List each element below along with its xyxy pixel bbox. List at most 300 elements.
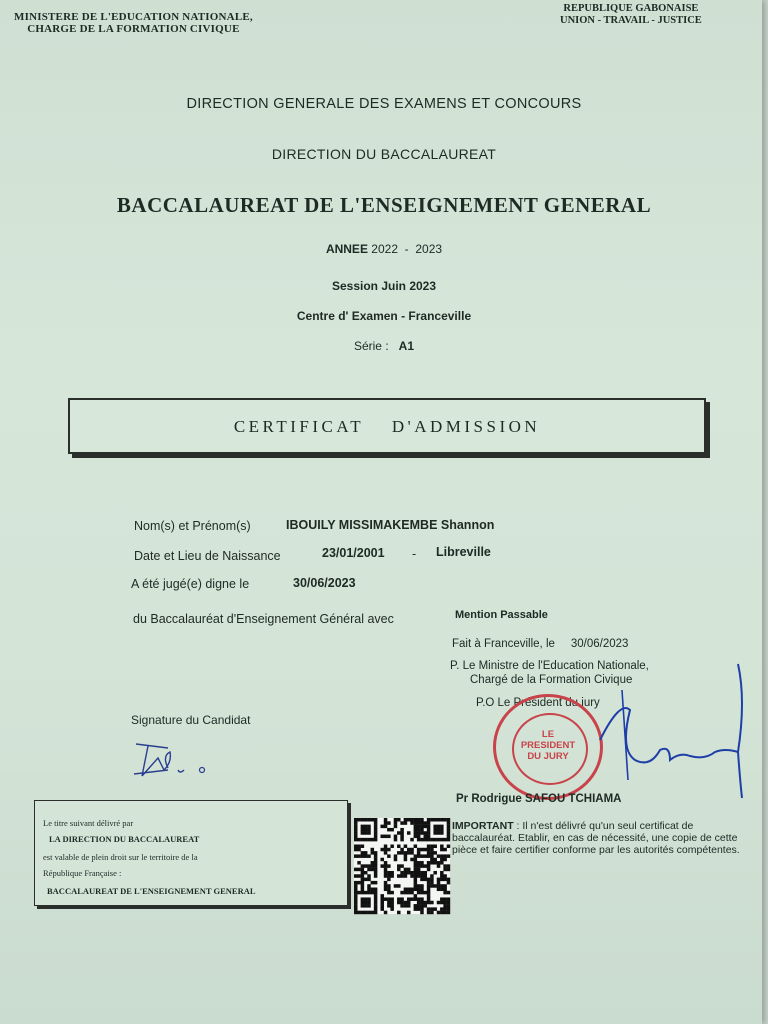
birth-place: Libreville [436, 545, 491, 559]
direction-generale-title: DIRECTION GENERALE DES EXAMENS ET CONCOURS [186, 96, 582, 112]
qr-module [397, 884, 401, 888]
qr-module [417, 851, 421, 855]
qr-module [371, 838, 375, 842]
qr-module [400, 901, 404, 905]
qr-module [400, 904, 404, 908]
qr-module [387, 848, 391, 852]
qr-module [447, 901, 451, 905]
qr-module [433, 884, 437, 888]
qr-module [420, 861, 424, 865]
qr-module [357, 868, 361, 872]
qr-module [387, 835, 391, 839]
qr-module [410, 838, 414, 842]
qr-module [417, 868, 421, 872]
republic-header [560, 3, 702, 27]
qr-module [443, 897, 447, 901]
qr-module [361, 884, 365, 888]
qr-module [367, 878, 371, 882]
academic-year [0, 242, 768, 256]
qr-module [427, 838, 431, 842]
qr-module [364, 828, 368, 832]
qr-module [417, 838, 421, 842]
qr-module [407, 818, 411, 822]
qr-module [407, 831, 411, 835]
qr-module [424, 878, 428, 882]
qr-module [361, 868, 365, 872]
qr-module [437, 901, 441, 905]
qr-module [420, 854, 424, 858]
qr-module [387, 854, 391, 858]
qr-module [424, 848, 428, 852]
qr-module [433, 828, 437, 832]
qr-module [364, 831, 368, 835]
qr-module [361, 871, 365, 875]
qr-module [420, 821, 424, 825]
qr-module [414, 861, 418, 865]
qr-module [420, 864, 424, 868]
qr-module [361, 897, 365, 901]
certificate-title-box [68, 398, 706, 454]
qr-module [374, 874, 378, 878]
qr-module [364, 901, 368, 905]
qr-module [354, 901, 358, 905]
qr-module [374, 894, 378, 898]
qr-module [414, 864, 418, 868]
qr-module [367, 831, 371, 835]
qr-module [387, 864, 391, 868]
qr-module [404, 888, 408, 892]
qr-module [367, 888, 371, 892]
qr-module [357, 874, 361, 878]
qr-module [440, 888, 444, 892]
qr-module [384, 868, 388, 872]
qr-module [447, 907, 451, 911]
qr-module [354, 835, 358, 839]
qr-module [433, 851, 437, 855]
qr-module [400, 838, 404, 842]
qr-module [430, 884, 434, 888]
qr-module [427, 818, 431, 822]
qr-module [400, 871, 404, 875]
qr-module [400, 831, 404, 835]
qr-module [420, 904, 424, 908]
qr-module [407, 851, 411, 855]
important-text: : Il n'est délivré qu'un seul certificat de baccalauréat. Etablir, en cas de nécessité, une copie de cette pièce et faire certifier conforme par les autorités compétentes. [452, 820, 740, 856]
qr-module [440, 838, 444, 842]
qr-module [367, 901, 371, 905]
qr-module [361, 874, 365, 878]
qr-module [354, 897, 358, 901]
qr-module [371, 851, 375, 855]
qr-module [410, 891, 414, 895]
qr-module [390, 904, 394, 908]
qr-module [384, 864, 388, 868]
qr-module [447, 831, 451, 835]
qr-module [420, 884, 424, 888]
qr-module [420, 911, 424, 915]
legal-line-5: BACCALAUREAT DE L'ENSEIGNEMENT GENERAL [47, 886, 256, 896]
qr-module [387, 828, 391, 832]
qr-module [374, 864, 378, 868]
qr-module [380, 864, 384, 868]
qr-module [354, 881, 358, 885]
qr-module [384, 818, 388, 822]
qr-module [384, 884, 388, 888]
qr-module [414, 894, 418, 898]
qr-module [440, 828, 444, 832]
qr-module [364, 838, 368, 842]
qr-module [364, 818, 368, 822]
qr-module [427, 884, 431, 888]
qr-module [404, 821, 408, 825]
qr-module [394, 818, 398, 822]
name-value: IBOUILY MISSIMAKEMBE Shannon [286, 518, 495, 532]
qr-module [380, 894, 384, 898]
qr-module [384, 851, 388, 855]
qr-module [387, 888, 391, 892]
qr-module [390, 844, 394, 848]
series-label: Série : [353, 339, 389, 353]
legal-line-2: LA DIRECTION DU BACCALAUREAT [49, 834, 200, 844]
qr-module [394, 884, 398, 888]
qr-module [437, 854, 441, 858]
qr-module [430, 858, 434, 862]
qr-module [440, 907, 444, 911]
qr-module [397, 868, 401, 872]
qr-module [357, 838, 361, 842]
qr-module [420, 897, 424, 901]
qr-module [437, 825, 441, 829]
qr-module [354, 821, 358, 825]
qr-module [407, 891, 411, 895]
qr-module [387, 904, 391, 908]
qr-module [433, 831, 437, 835]
qr-module [427, 848, 431, 852]
qr-module [430, 907, 434, 911]
qr-module [357, 844, 361, 848]
qr-module [417, 864, 421, 868]
qr-module [361, 911, 365, 915]
qr-module [427, 854, 431, 858]
qr-module [380, 907, 384, 911]
qr-module [414, 881, 418, 885]
year-label: ANNEE [325, 242, 368, 256]
qr-module [374, 818, 378, 822]
qr-module [371, 864, 375, 868]
exam-centre: Centre d' Examen - Franceville [296, 309, 472, 323]
qr-module [390, 891, 394, 895]
qr-module [443, 878, 447, 882]
qr-module [354, 818, 358, 822]
qr-module [364, 864, 368, 868]
qr-module [424, 854, 428, 858]
qr-module [417, 891, 421, 895]
qr-module [374, 854, 378, 858]
qr-module [361, 851, 365, 855]
candidate-signature [128, 740, 228, 790]
qr-module [407, 868, 411, 872]
qr-module [427, 821, 431, 825]
qr-module [354, 911, 358, 915]
qr-module [430, 844, 434, 848]
qr-module [414, 897, 418, 901]
qr-module [374, 831, 378, 835]
qr-module [424, 825, 428, 829]
qr-module [424, 901, 428, 905]
qr-module [374, 911, 378, 915]
qr-module [443, 911, 447, 915]
qr-module [410, 874, 414, 878]
minister-line-1: P. Le Ministre de l'Education Nationale, [450, 660, 649, 672]
qr-module [440, 844, 444, 848]
qr-module [440, 884, 444, 888]
qr-module [440, 854, 444, 858]
qr-module [374, 907, 378, 911]
qr-module [430, 874, 434, 878]
qr-module [410, 821, 414, 825]
qr-module [384, 825, 388, 829]
qr-module [414, 874, 418, 878]
qr-module [400, 851, 404, 855]
qr-module [387, 884, 391, 888]
mention: Mention Passable [455, 609, 548, 621]
qr-module [447, 828, 451, 832]
qr-module [417, 888, 421, 892]
qr-module [380, 904, 384, 908]
qr-module [430, 861, 434, 865]
qr-module [404, 874, 408, 878]
qr-module [410, 858, 414, 862]
qr-module [414, 907, 418, 911]
qr-module [437, 831, 441, 835]
ministry-header [14, 11, 253, 35]
qr-module [414, 831, 418, 835]
series [0, 339, 768, 353]
qr-module [417, 821, 421, 825]
qr-module [437, 911, 441, 915]
qr-module [437, 884, 441, 888]
qr-module [427, 835, 431, 839]
qr-module [407, 848, 411, 852]
qr-module [361, 825, 365, 829]
qr-module [417, 831, 421, 835]
qr-module [354, 868, 358, 872]
qr-module [417, 854, 421, 858]
qr-module [354, 907, 358, 911]
qr-module [400, 835, 404, 839]
qr-module [394, 858, 398, 862]
qr-module [437, 864, 441, 868]
qr-module [397, 897, 401, 901]
year-separator: - [404, 242, 409, 256]
qr-module [397, 844, 401, 848]
qr-module [367, 897, 371, 901]
qr-module [367, 911, 371, 915]
qr-module [440, 897, 444, 901]
qr-module [427, 888, 431, 892]
qr-module [361, 838, 365, 842]
qr-module [397, 911, 401, 915]
stamp-center-text: LE PRESIDENT DU JURY [520, 729, 576, 762]
qr-module [433, 861, 437, 865]
qr-module [424, 904, 428, 908]
qr-module [371, 891, 375, 895]
qr-module [361, 888, 365, 892]
qr-module [371, 861, 375, 865]
qr-module [380, 858, 384, 862]
qr-module [427, 891, 431, 895]
qr-module [433, 871, 437, 875]
qr-module [440, 874, 444, 878]
qr-module [433, 907, 437, 911]
qr-module [364, 878, 368, 882]
qr-module [354, 874, 358, 878]
qr-module [390, 874, 394, 878]
qr-module [387, 878, 391, 882]
qr-module [400, 821, 404, 825]
qr-module [404, 844, 408, 848]
qr-module [443, 907, 447, 911]
qr-module [367, 864, 371, 868]
qr-module [417, 828, 421, 832]
made-at-date: 30/06/2023 [570, 638, 629, 650]
qr-module [414, 835, 418, 839]
qr-module [354, 831, 358, 835]
qr-module [361, 844, 365, 848]
qr-module [443, 901, 447, 905]
qr-module [427, 851, 431, 855]
qr-module [427, 864, 431, 868]
qr-module [400, 897, 404, 901]
qr-module [417, 897, 421, 901]
qr-module [407, 911, 411, 915]
qr-module [394, 825, 398, 829]
qr-module [417, 904, 421, 908]
qr-module [384, 821, 388, 825]
qr-module [390, 907, 394, 911]
qr-module [354, 838, 358, 842]
qr-module [414, 884, 418, 888]
qr-module [371, 818, 375, 822]
qr-module [354, 848, 358, 852]
qr-module [427, 831, 431, 835]
qr-module [354, 904, 358, 908]
qr-module [430, 881, 434, 885]
qr-module [420, 838, 424, 842]
qr-module [427, 901, 431, 905]
qr-module [440, 848, 444, 852]
qr-module [374, 891, 378, 895]
qr-module [424, 871, 428, 875]
qr-module [443, 838, 447, 842]
qr-module [440, 818, 444, 822]
qr-module [357, 818, 361, 822]
qr-module [390, 897, 394, 901]
qr-module [424, 838, 428, 842]
qr-module [367, 828, 371, 832]
qr-module [427, 881, 431, 885]
qr-module [361, 881, 365, 885]
qr-module [380, 825, 384, 829]
qr-module [414, 818, 418, 822]
qr-module [437, 861, 441, 865]
qr-module [420, 871, 424, 875]
qr-module [414, 825, 418, 829]
president-signature [590, 660, 750, 800]
qr-module [397, 874, 401, 878]
republic-motto: UNION - TRAVAIL - JUSTICE [560, 15, 702, 26]
po-line: P.O Le Président du jury [476, 697, 600, 709]
qr-module [394, 838, 398, 842]
made-at [452, 638, 628, 650]
qr-module [443, 818, 447, 822]
qr-module [361, 854, 365, 858]
qr-module [404, 851, 408, 855]
qr-module [384, 874, 388, 878]
qr-module [404, 904, 408, 908]
qr-module [354, 884, 358, 888]
qr-module [433, 844, 437, 848]
qr-module [384, 871, 388, 875]
qr-module [447, 838, 451, 842]
qr-module [443, 864, 447, 868]
qr-module [424, 821, 428, 825]
qr-module [430, 911, 434, 915]
qr-module [374, 851, 378, 855]
qr-module [384, 897, 388, 901]
qr-module [414, 858, 418, 862]
qr-module [404, 868, 408, 872]
qr-module [427, 897, 431, 901]
qr-module [420, 818, 424, 822]
qr-module [427, 844, 431, 848]
qr-module [414, 868, 418, 872]
republic-line-1: REPUBLIQUE GABONAISE [563, 3, 699, 14]
legal-validity-box [34, 800, 348, 906]
qr-module [414, 821, 418, 825]
judged-label: A été jugé(e) digne le [131, 577, 250, 591]
qr-module [354, 844, 358, 848]
qr-module [354, 888, 358, 892]
qr-module [440, 861, 444, 865]
qr-module [440, 871, 444, 875]
qr-module [417, 884, 421, 888]
certificate-title [70, 417, 704, 437]
qr-module [447, 904, 451, 908]
president-name: Pr Rodrigue SAFOU TCHIAMA [456, 793, 622, 805]
qr-module [357, 848, 361, 852]
qr-module [440, 831, 444, 835]
qr-module [361, 818, 365, 822]
qr-module [367, 818, 371, 822]
qr-module [371, 848, 375, 852]
qr-module [400, 874, 404, 878]
candidate-signature-label: Signature du Candidat [131, 713, 251, 727]
qr-module [440, 878, 444, 882]
judged-date: 30/06/2023 [293, 576, 356, 590]
qr-module [437, 888, 441, 892]
qr-module [440, 901, 444, 905]
qr-module [420, 828, 424, 832]
qr-module [390, 828, 394, 832]
qr-module [437, 881, 441, 885]
qr-module [414, 904, 418, 908]
qr-module [374, 825, 378, 829]
qr-module [364, 904, 368, 908]
qr-module [374, 881, 378, 885]
direction-title: DIRECTION DU BACCALAUREAT [271, 146, 497, 162]
qr-module [361, 864, 365, 868]
